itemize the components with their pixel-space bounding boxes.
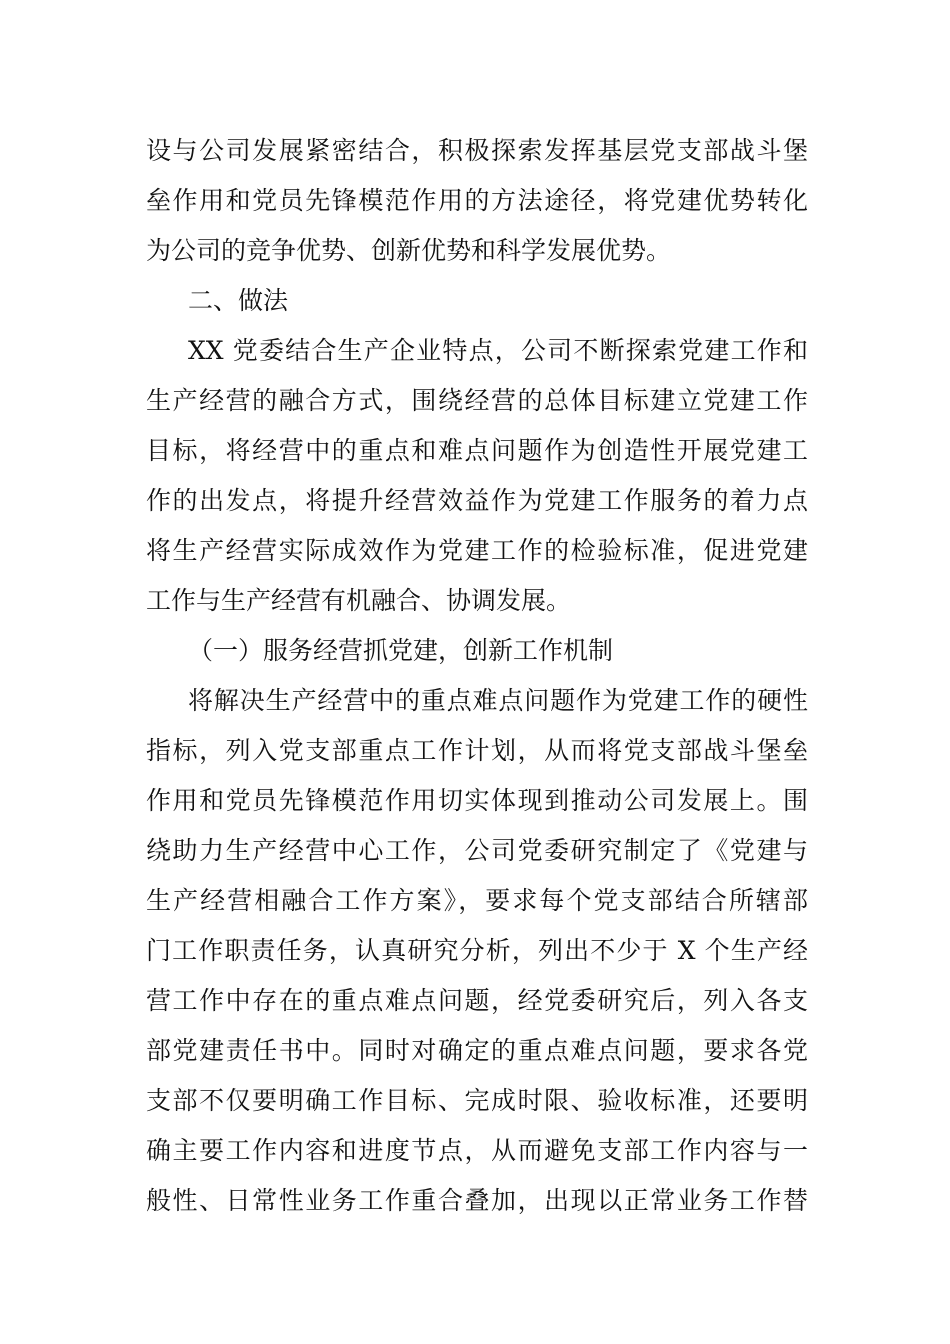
text-line: 生产经营相融合工作方案》，要求每个党支部结合所辖部 (146, 886, 808, 915)
text-line: 绕助力生产经营中心工作，公司党委研究制定了《党建与 (146, 836, 808, 865)
text-line: 作用和党员先锋模范作用切实体现到推动公司发展上。围 (146, 786, 808, 815)
text-line: 为公司的竞争优势、创新优势和科学发展优势。 (146, 236, 672, 265)
text-line: 般性、日常性业务工作重合叠加，出现以正常业务工作替 (146, 1186, 808, 1215)
text-line: 门工作职责任务，认真研究分析，列出不少于 X 个生产经 (146, 936, 808, 965)
text-line: 营工作中存在的重点难点问题，经党委研究后，列入各支 (146, 986, 808, 1015)
text-line: 设与公司发展紧密结合，积极探索发挥基层党支部战斗堡 (146, 136, 808, 165)
text-line: XX 党委结合生产企业特点，公司不断探索党建工作和 (188, 336, 808, 365)
text-line: 指标，列入党支部重点工作计划，从而将党支部战斗堡垒 (146, 736, 808, 765)
text-line: 垒作用和党员先锋模范作用的方法途径，将党建优势转化 (146, 186, 808, 215)
text-line: 支部不仅要明确工作目标、完成时限、验收标准，还要明 (146, 1086, 808, 1115)
text-line: 作的出发点，将提升经营效益作为党建工作服务的着力点 (146, 486, 808, 515)
text-line: 工作与生产经营有机融合、协调发展。 (146, 586, 572, 615)
text-line: 将解决生产经营中的重点难点问题作为党建工作的硬性 (188, 686, 808, 715)
text-line: 确主要工作内容和进度节点，从而避免支部工作内容与一 (146, 1136, 808, 1165)
text-line: 目标，将经营中的重点和难点问题作为创造性开展党建工 (146, 436, 808, 465)
subsection-heading: （一）服务经营抓党建，创新工作机制 (188, 636, 614, 665)
section-heading: 二、做法 (188, 286, 289, 315)
text-line: 部党建责任书中。同时对确定的重点难点问题，要求各党 (146, 1036, 808, 1065)
text-line: 生产经营的融合方式，围绕经营的总体目标建立党建工作 (146, 386, 808, 415)
text-line: 将生产经营实际成效作为党建工作的检验标准，促进党建 (146, 536, 808, 565)
